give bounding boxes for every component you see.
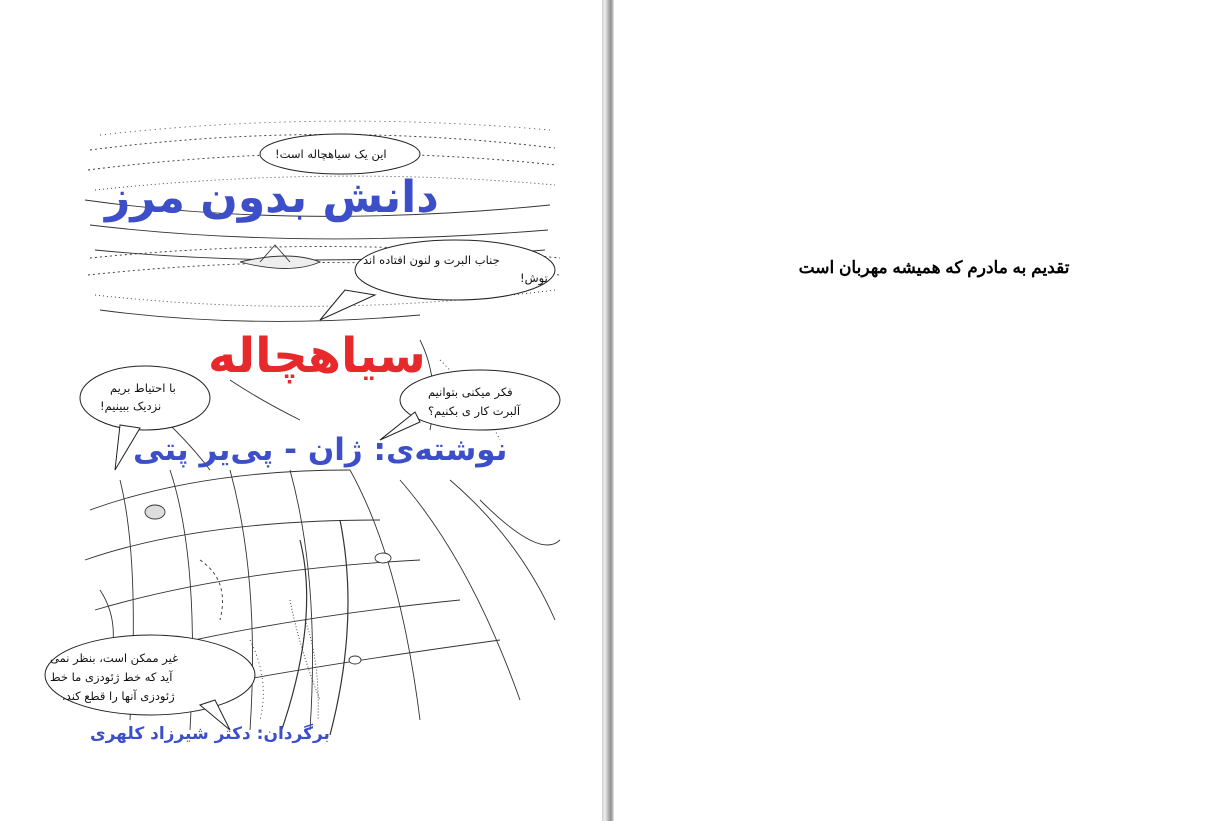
page-gutter (602, 0, 614, 821)
bubble-albert-line1: جناب البرت و لنون افتاده اند (363, 253, 500, 267)
bubble-careful-line2: نزدیک ببینیم! (100, 399, 162, 413)
bubble-geodesic-line2: آید که خط ژئودزی ما خط (50, 670, 173, 684)
cover-subtitle: سیاهچاله (208, 328, 426, 384)
bubble-albert-line2: توش! (520, 271, 548, 285)
bubble-geodesic-line1: غیر ممکن است، بنظر نمی (50, 651, 179, 665)
bubble-help-line1: فکر میکنی بتوانیم (428, 385, 513, 399)
bubble-black-hole-text: این یک سیاهچاله است! (275, 147, 387, 161)
dedication-text: تقدیم به مادرم که همیشه مهربان است (798, 258, 1070, 277)
bubble-careful-line1: با احتیاط بریم (110, 381, 176, 395)
bubble-help-line2: آلبرت کار ی بکنیم؟ (428, 404, 521, 418)
bubble-geodesic-line3: ژئودزی آنها را قطع کند. (62, 689, 175, 703)
dedication-page (614, 0, 1217, 821)
cover-page (0, 0, 602, 821)
cover-title: دانش بدون مرز (105, 172, 439, 223)
cover-translator: برگردان: دکتر شیرزاد کلهری (90, 724, 330, 744)
cover-author: نوشته‌ی: ژان - پی‌یر پتی (133, 432, 508, 468)
